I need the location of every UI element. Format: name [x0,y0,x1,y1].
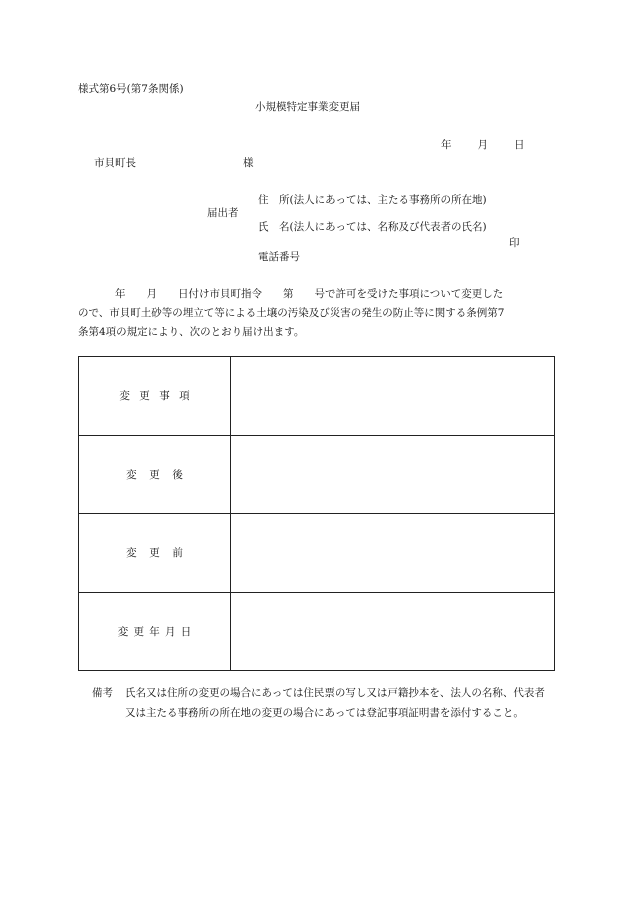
date-month-label: 月 [477,139,488,151]
row-label-change-date: 変更年月日 [79,592,231,671]
row-label-change-item: 変更事項 [79,357,231,436]
table-row [79,514,555,593]
row-value-change-date[interactable] [231,592,555,671]
row-value-after-change[interactable] [231,435,555,514]
date-year-label: 年 [441,139,452,151]
document-title: 小規模特定事業変更届 [255,101,360,113]
notes-text: 氏名又は住所の変更の場合にあっては住民票の写し又は戸籍抄本を、法人の名称、代表者又は主たる事務所の所在地の変更の場合にあっては登記事項証明書を添付すること。 [125,687,545,719]
row-label-before-change: 変更前 [79,514,231,593]
applicant-name-label: 氏 名(法人にあっては、名称及び代表者の氏名) [258,221,487,233]
row-value-before-change[interactable] [231,514,555,593]
addressee-honorific: 様 [243,157,254,169]
table-row [79,592,555,671]
applicant-address-label: 住 所(法人にあっては、主たる事務所の所在地) [258,194,487,206]
body-line-1: 年 月 日付け市貝町指令 第 号で許可を受けた事項について変更した [115,288,504,300]
change-details-table [78,356,555,671]
body-text [78,285,553,342]
date-day-label: 日 [514,139,525,151]
date-line [441,140,525,151]
body-line-2: ので、市貝町土砂等の埋立て等による土壌の汚染及び災害の発生の防止等に関する条例第7 [78,307,505,319]
table-row [79,435,555,514]
row-value-change-item[interactable] [231,357,555,436]
applicant-label: 届出者 [207,207,239,219]
row-label-after-change: 変更後 [79,435,231,514]
notes-label: 備考 [92,687,113,699]
body-line-3: 条第4項の規定により、次のとおり届け出ます。 [78,326,305,338]
form-number: 様式第6号(第7条関係) [78,83,184,95]
applicant-phone-label: 電話番号 [258,251,300,263]
table-row [79,357,555,436]
addressee-name: 市貝町長 [94,157,136,169]
seal-mark: 印 [509,237,520,249]
